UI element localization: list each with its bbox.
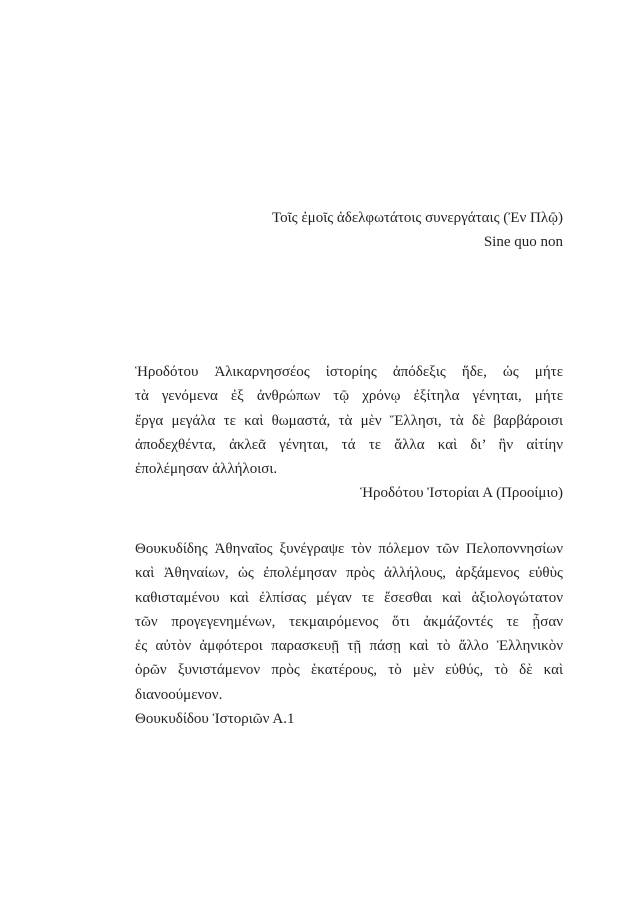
herodotus-source: Ἡροδότου Ἱστορίαι Α (Προοίμιο) [360,485,563,502]
dedication-motto: Sine quo non [483,234,563,251]
herodotus-line: ἔργα μεγάλα τε καὶ θωμαστά, τὰ μὲν Ἕλλησι, τὰ δὲ βαρβάροισι [135,412,563,429]
herodotus-line: Ἡροδότου Ἁλικαρνησσέος ἱστορίης ἀπόδεξις ἥδε, ὡς μήτε [135,364,563,380]
thucydides-line: ἐς αὐτὸν ἀμφότεροι παρασκευῇ τῇ πάσῃ καὶ τὸ ἄλλο Ἑλληνικὸν [135,638,563,655]
dedication-line: Τοῖς ἐμοῖς ἀδελφωτάτοις συνεργάταις (Ἐν Πλῷ) [272,210,563,226]
dedication [135,206,563,255]
thucydides-line: Θουκυδίδης Ἀθηναῖος ξυνέγραψε τὸν πόλεμον τῶν Πελοποννησίων [135,541,563,557]
herodotus-line: ἐπολέμησαν ἀλλήλοισι. [135,461,278,478]
thucydides-line: καθισταμένου καὶ ἐλπίσας μέγαν τε ἔσεσθαι καὶ ἀξιολογώτατον [135,589,563,606]
herodotus-quote [135,360,563,506]
thucydides-line: τῶν προγεγενημένων, τεκμαιρόμενος ὅτι ἀκμάζοντές τε ᾖσαν [135,613,563,630]
thucydides-line: ὁρῶν ξυνιστάμενον πρὸς ἑκατέρους, τὸ μὲν εὐθύς, τὸ δὲ καὶ [135,662,563,679]
herodotus-line: τὰ γενόμενα ἐξ ἀνθρώπων τῷ χρόνῳ ἐξίτηλα γένηται, μήτε [135,388,563,405]
thucydides-line: διανοούμενον. [135,686,223,703]
thucydides-source: Θουκυδίδου Ἱστοριῶν Α.1 [135,711,295,728]
herodotus-line: ἀποδεχθέντα, ἀκλεᾶ γένηται, τά τε ἄλλα καὶ δι’ ἣν αἰτίην [135,436,563,453]
thucydides-line: καὶ Ἀθηναίων, ὡς ἐπολέμησαν πρὸς ἀλλήλους, ἀρξάμενος εὐθὺς [135,565,563,582]
thucydides-quote [135,537,563,731]
